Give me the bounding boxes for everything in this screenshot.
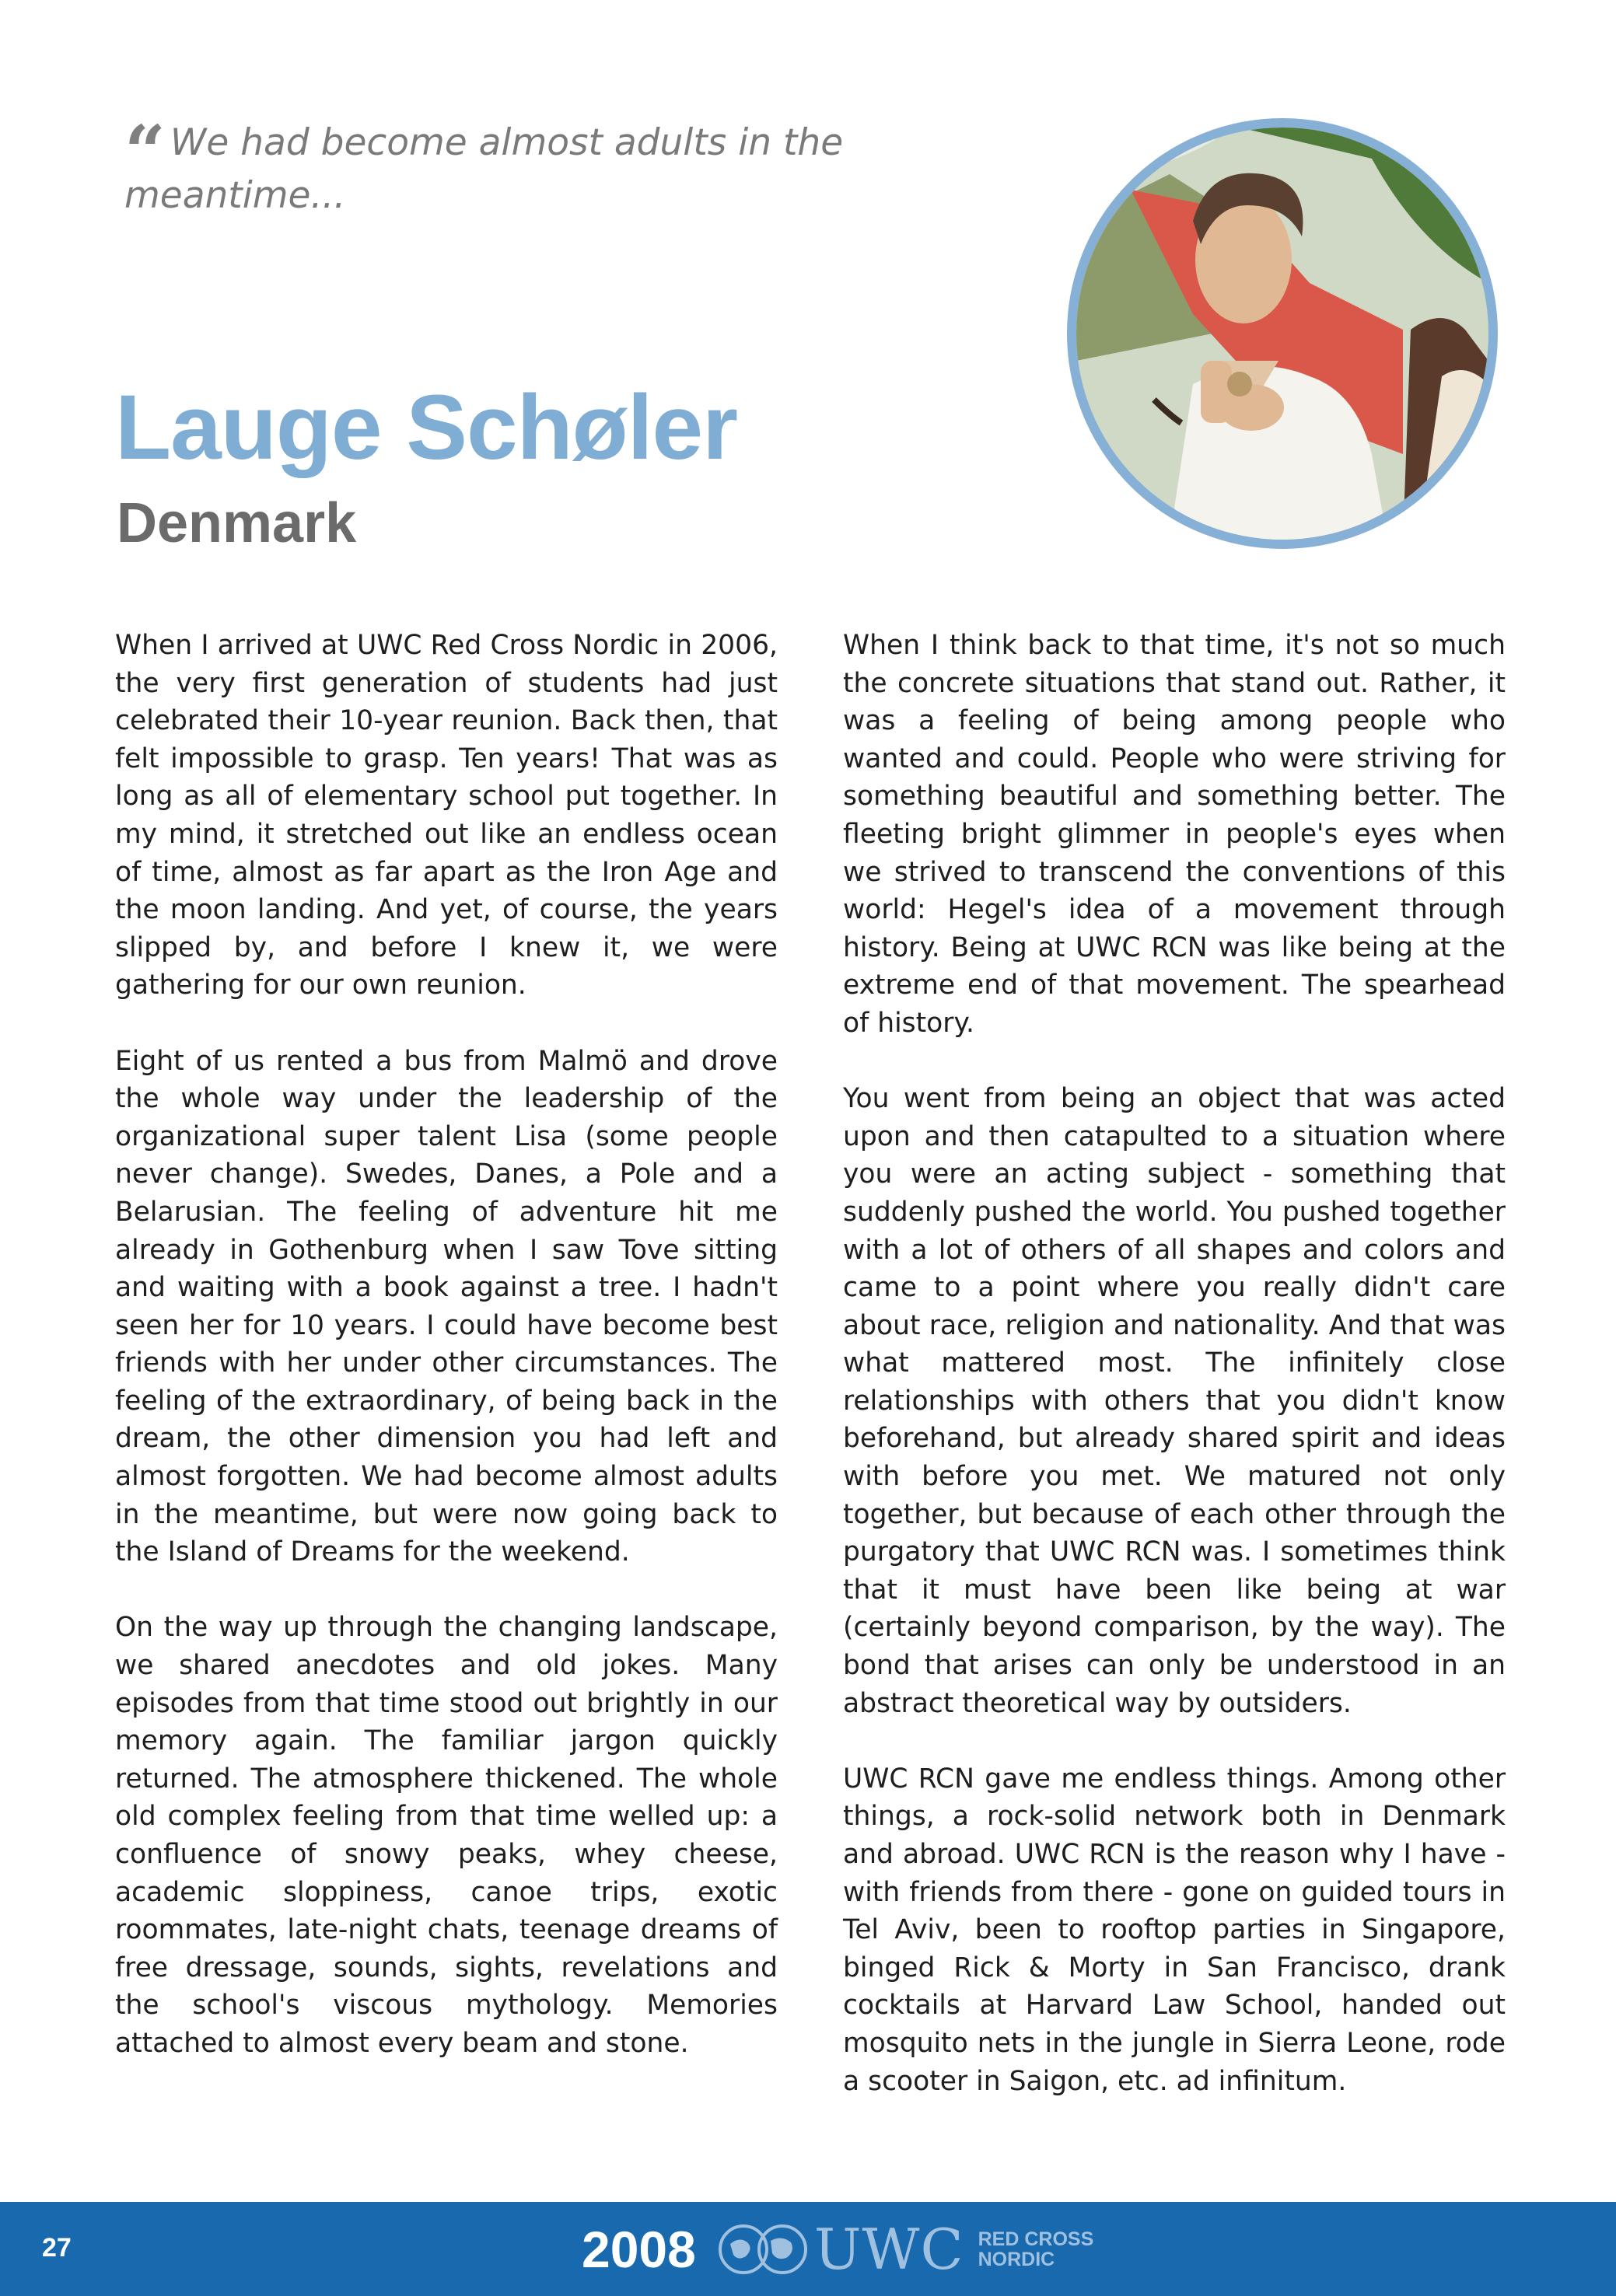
paragraph: UWC RCN gave me endless things. Among other things, a rock-solid network both in Denmark and abroad. UWC RCN is the reason why I have - with friends from there - gone on guided tours in Tel Aviv, been to rooftop parties in Singapore, binged Rick & Morty in San Francisco, drank cocktails at Harvard Law School, handed out mosquito nets in the jungle in Sierra Leone, rode a scooter in Saigon, etc. ad infinitum. — [843, 1763, 1506, 2097]
page-number: 27 — [42, 2233, 72, 2263]
globe-icon — [716, 2222, 810, 2277]
class-year: 2008 — [582, 2220, 696, 2278]
portrait-photo — [1067, 118, 1498, 549]
paragraph: On the way up through the changing landscape, we shared anecdotes and old jokes. Many episodes from that time stood out brightly in our memory again. The familiar jargon quickly returned. The atmosphere thickened. The whole old complex feeling from that time welled up: a confluence of snowy peaks, whey cheese, academic sloppiness, canoe trips, exotic roommates, late-night chats, teenage dreams of free dressage, sounds, sights, revelations and the school's viscous mythology. Memories attached to almost every beam and stone. — [115, 1612, 778, 2059]
uwc-logo-text: UWC — [813, 2216, 964, 2282]
pull-quote-text: We had become almost adults in the meantime... — [124, 121, 844, 217]
quote-icon: “ — [124, 110, 159, 194]
rcn-line-1: RED CROSS — [978, 2228, 1094, 2250]
pull-quote — [124, 110, 902, 222]
person-name: Lauge Schøler — [115, 376, 738, 479]
person-country: Denmark — [117, 492, 357, 554]
article-right-column — [843, 627, 1506, 2138]
rcn-line-2: NORDIC — [978, 2248, 1055, 2270]
paragraph: When I think back to that time, it's not so much the concrete situations that stand out. Rather, it was a feeling of being among people who wanted and could. People who were striving for something beautiful and something better. The fleeting bright glimmer in people's eyes when we strived to transcend the conventions of this world: Hegel's idea of a movement through history. Being at UWC RCN was like being at the extreme end of that movement. The spearhead of history. — [843, 630, 1506, 1039]
paragraph: You went from being an object that was acted upon and then catapulted to a situation where you were an acting subject - something that suddenly pushed the world. You pushed together with a lot of others of all shapes and colors and came to a point where you really didn't care about race, religion and nationality. And that was what mattered most. The infinitely close relationships with others that you didn't know beforehand, but already shared spirit and ideas with before you met. We matured not only together, but because of each other through the purgatory that UWC RCN was. I sometimes think that it must have been like being at war (certainly beyond comparison, by the way). The bond that arises can only be understood in an abstract theoretical way by outsiders. — [843, 1083, 1506, 1719]
footer-bar — [0, 2202, 1616, 2296]
footer-branding — [582, 2202, 1093, 2296]
article-left-column — [115, 627, 778, 2100]
rcn-logo-subtext — [978, 2229, 1094, 2270]
paragraph: Eight of us rented a bus from Malmö and drove the whole way under the leadership of the organizational super talent Lisa (some people never change). Swedes, Danes, a Pole and a Belarusian. The feeling of adventure hit me already in Gothenburg when I saw Tove sitting and waiting with a book against a tree. I hadn't seen her for 10 years. I could have become best friends with her under other circumstances. The feeling of the extraordinary, of being back in the dream, the other dimension you had left and almost forgotten. We had become almost adults in the meantime, but were now going back to the Island of Dreams for the weekend. — [115, 1045, 778, 1568]
paragraph: When I arrived at UWC Red Cross Nordic in 2006, the very first generation of students had just celebrated their 10-year reunion. Back then, that felt impossible to grasp. Ten years! That was as long as all of elementary school put together. In my mind, it stretched out like an endless ocean of time, almost as far apart as the Iron Age and the moon landing. And yet, of course, the years slipped by, and before I knew it, we were gathering for our own reunion. — [115, 630, 778, 1001]
